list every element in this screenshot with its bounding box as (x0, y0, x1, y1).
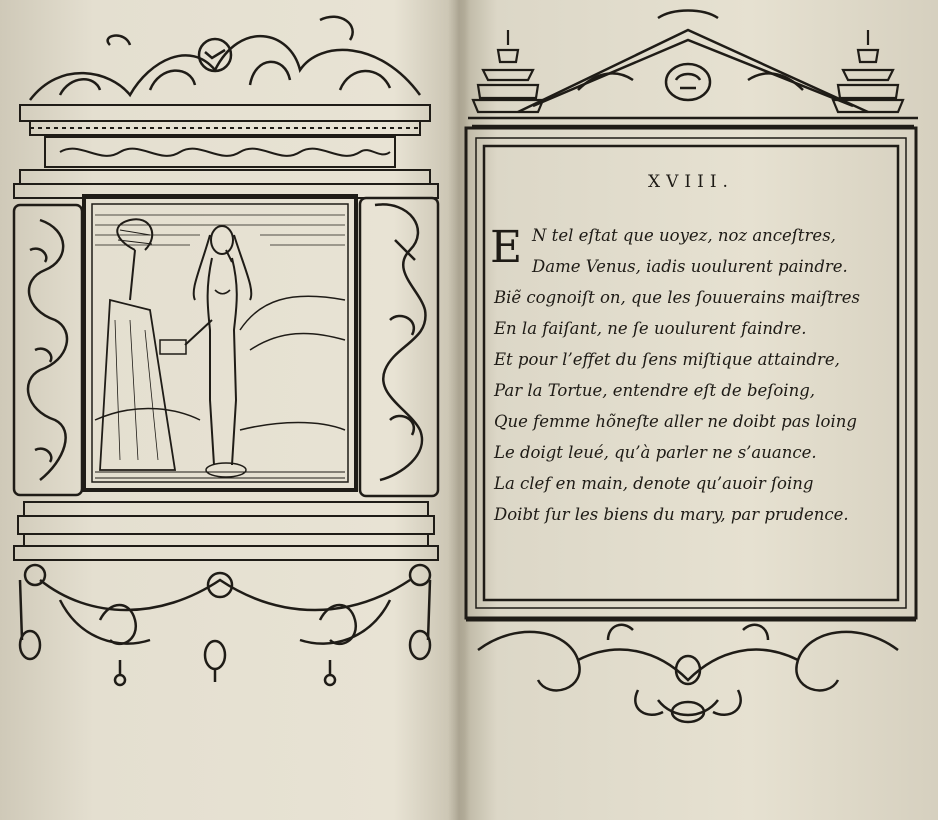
entablature (14, 105, 438, 198)
verse-line: En la faiſant, ne ſe uoulurent faindre. (494, 319, 807, 338)
verse-line: Et pour l’effet du ſens miſtique attaindre, (494, 350, 840, 369)
verse-line: N tel eſtat que uoyez, noz anceſtres, (532, 226, 836, 245)
left-finial-urn (473, 30, 543, 112)
chapter-number: XVIII. (648, 172, 734, 192)
drop-cap-letter: E (490, 222, 523, 273)
verse-line: Biẽ cognoiſt on, que les ſouuerains maiſtres (494, 288, 860, 307)
bottom-scroll-ornament (478, 625, 898, 722)
left-page-ornament-frame (0, 0, 458, 820)
verse-lines (494, 220, 894, 530)
verse-line: La clef en main, denote qu’auoir ſoing (494, 474, 814, 493)
verse-line: Dame Venus, iadis uoulurent paindre. (532, 257, 848, 276)
verse-line: Que femme hõneſte aller ne doibt pas loing (494, 412, 857, 431)
pedestal-base (14, 502, 438, 560)
verse-line: Doibt ſur les biens du mary, par prudence. (494, 505, 849, 524)
verse-line: Le doigt leué, qu’à parler ne s’auance. (494, 443, 817, 462)
right-finial-urn (833, 30, 903, 112)
right-side-scroll-panel (360, 198, 438, 496)
woodcut-illustration (84, 196, 356, 490)
verse-text-block (490, 150, 892, 602)
left-page (0, 0, 458, 820)
top-scrollwork-ornament (30, 17, 420, 100)
pediment-ornament (468, 11, 918, 127)
verse-line: Par la Tortue, entendre eſt de beſoing, (494, 381, 816, 400)
left-side-scroll-panel (14, 205, 82, 495)
bottom-garland-ornament (20, 565, 430, 685)
